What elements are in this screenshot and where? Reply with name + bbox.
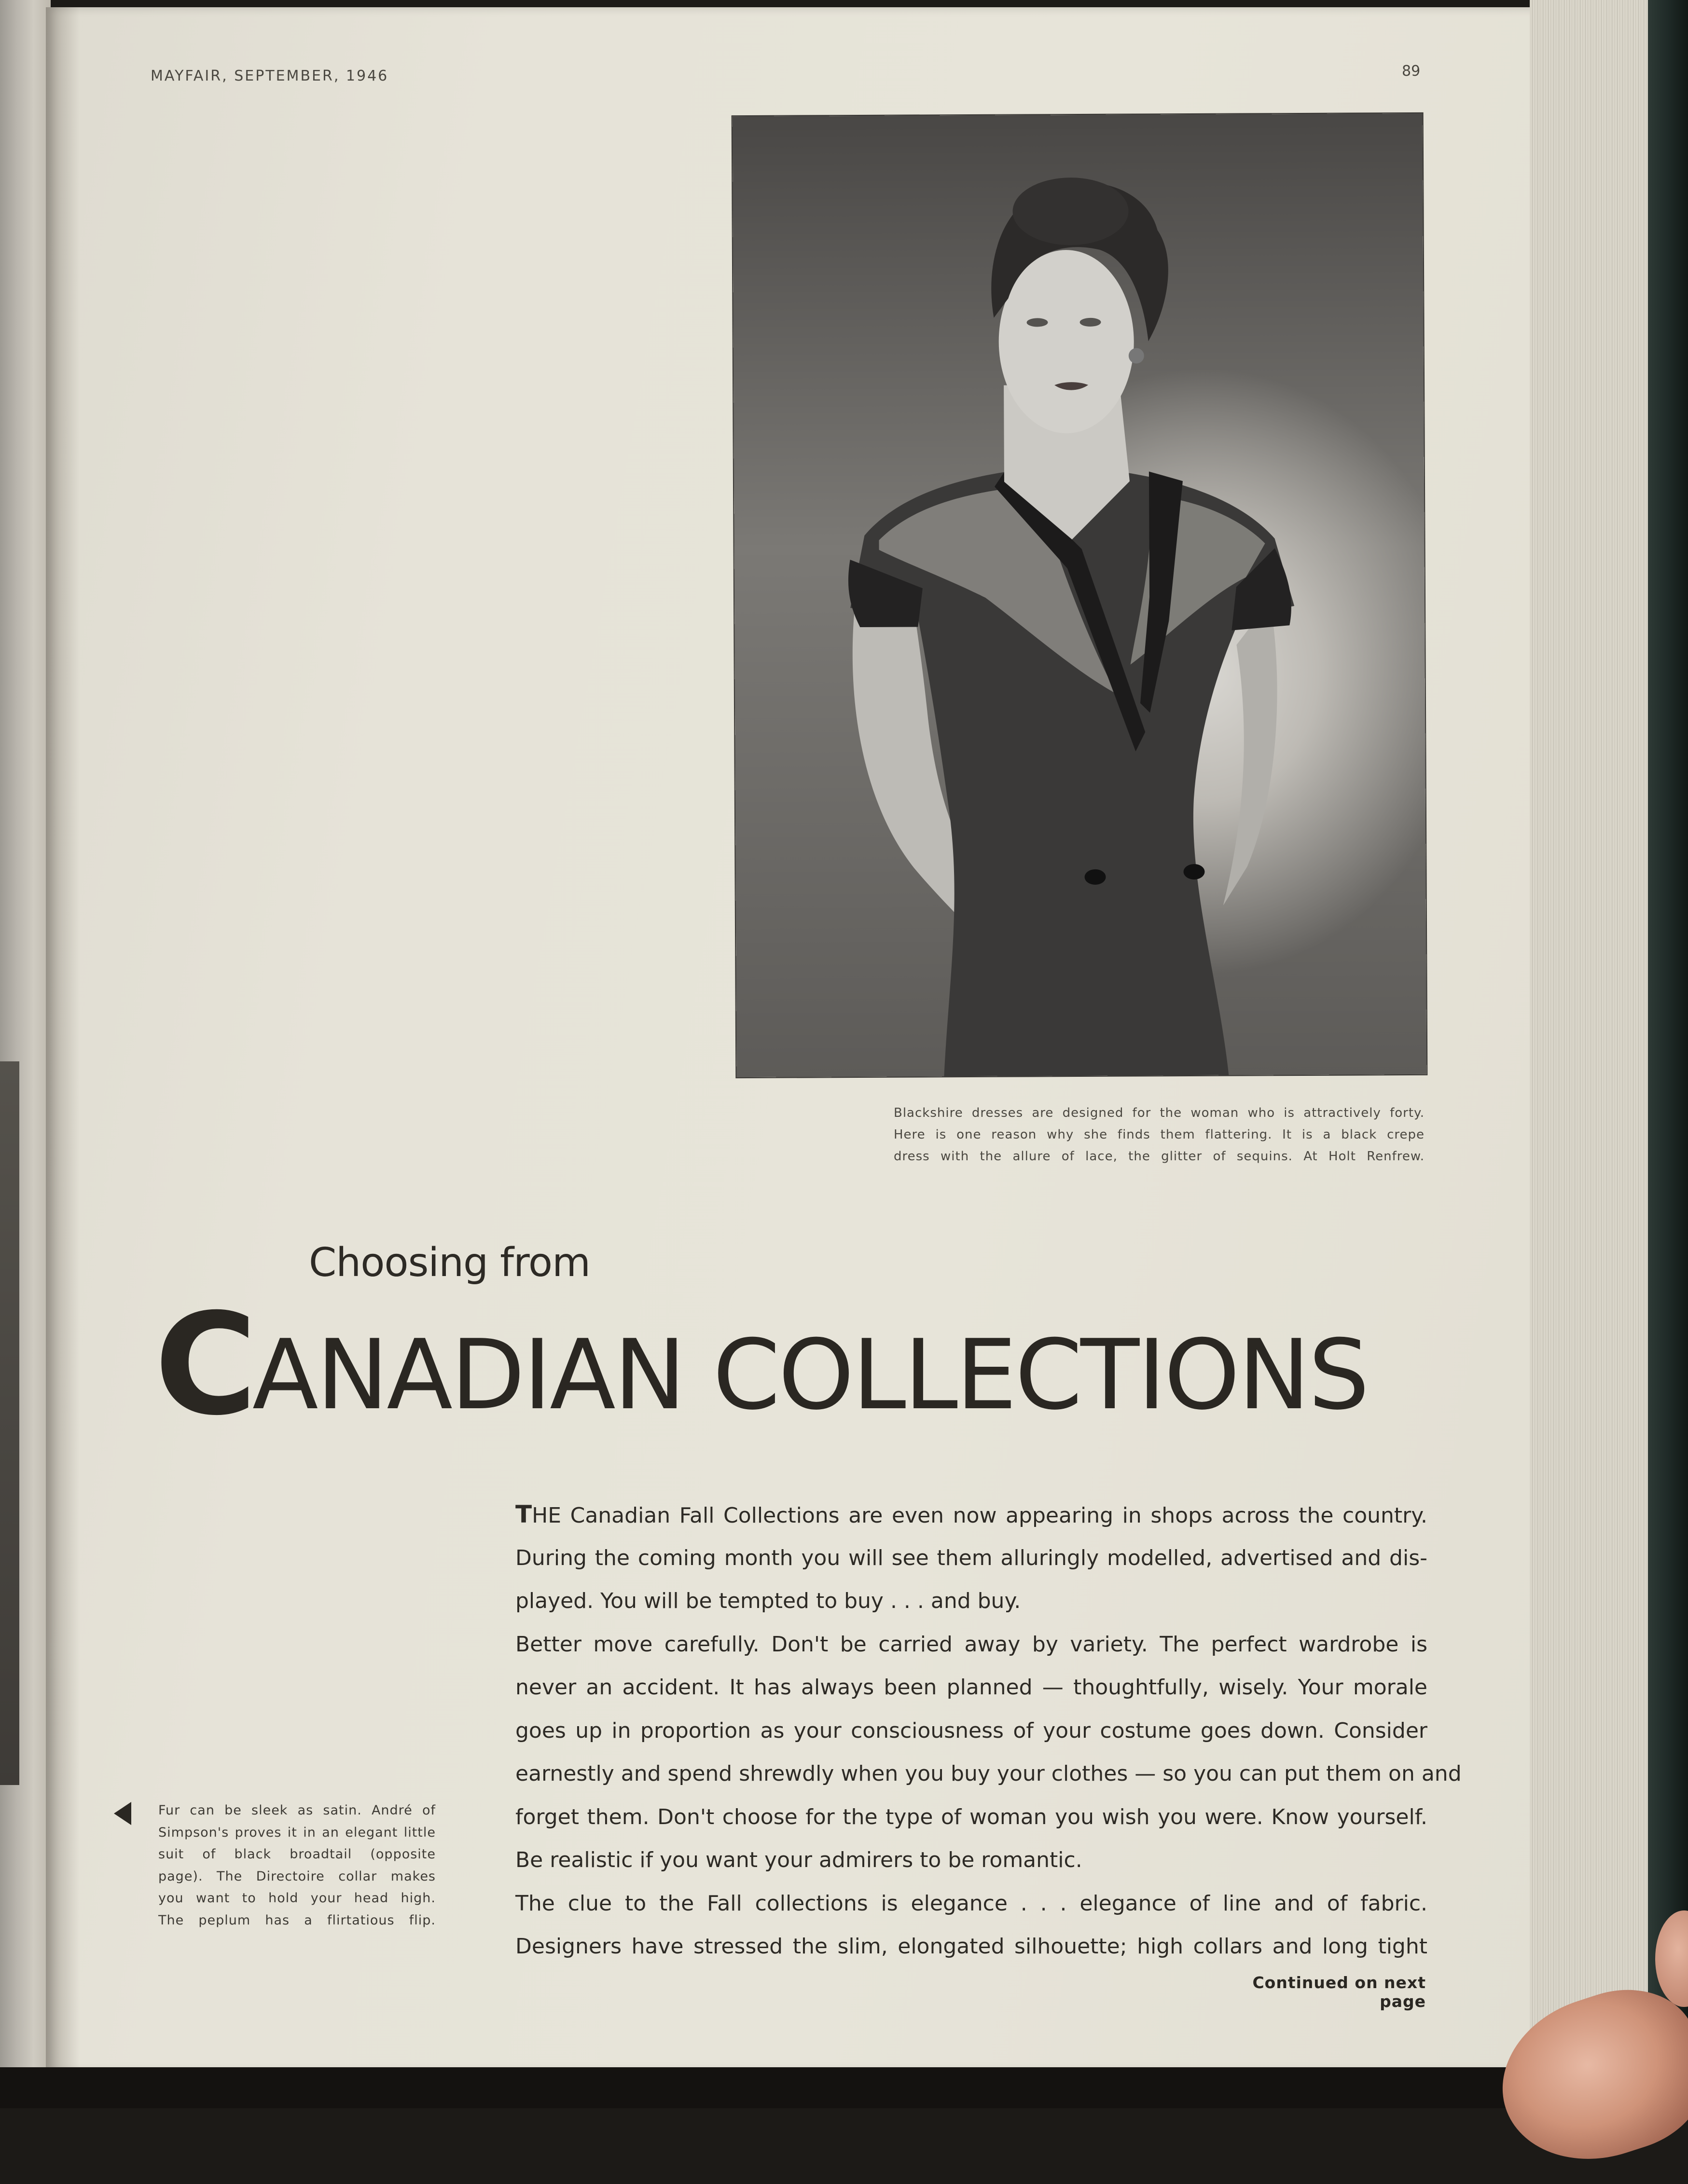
article-body — [515, 1493, 1462, 1968]
photo-caption — [894, 1102, 1425, 1168]
side-caption-line: Simpson's proves it in an elegant little — [158, 1825, 436, 1840]
article-headline — [154, 1284, 1368, 1446]
body-first-line: HE Canadian Fall Collections are even now appearing in shops across the country. — [532, 1503, 1427, 1528]
body-line: Be realistic if you want your admirers to be romantic. — [515, 1848, 1082, 1872]
photo-caption-line: dress with the allure of lace, the glitter of sequins. At Holt Renfrew. — [894, 1149, 1425, 1164]
left-page-photo-edge — [0, 1061, 19, 1785]
body-line: During the coming month you will see them alluringly modelled, advertised and dis- — [515, 1545, 1427, 1570]
running-head: MAYFAIR, SEPTEMBER, 1946 — [151, 68, 389, 84]
body-line: never an accident. It has always been planned — thoughtfully, wisely. Your morale — [515, 1675, 1427, 1700]
page-number: 89 — [1402, 63, 1421, 80]
side-caption-line: suit of black broadtail (opposite — [158, 1847, 436, 1862]
page-gutter-shadow — [46, 7, 80, 2072]
arrow-left-icon — [114, 1802, 131, 1825]
article-kicker: Choosing from — [309, 1240, 590, 1286]
body-line: The clue to the Fall collections is elegance . . . elegance of line and of fabric. — [515, 1891, 1427, 1916]
body-line: played. You will be tempted to buy . . . and buy. — [515, 1589, 1021, 1613]
body-line: earnestly and spend shrewdly when you buy your clothes — so you can put them on and — [515, 1761, 1462, 1786]
drop-cap: T — [515, 1500, 532, 1528]
headline-initial: C — [154, 1284, 252, 1446]
side-caption-line: you want to hold your head high. — [158, 1891, 436, 1906]
side-caption — [158, 1799, 436, 1931]
body-line: Better move carefully. Don't be carried away by variety. The perfect wardrobe is — [515, 1632, 1427, 1657]
body-line: goes up in proportion as your consciousness of your costume goes down. Consider — [515, 1718, 1427, 1743]
fashion-photo — [733, 113, 1427, 1077]
photo-caption-line: Blackshire dresses are designed for the woman who is attractively forty. — [894, 1106, 1425, 1120]
headline-rest: ANADIAN COLLECTIONS — [252, 1319, 1368, 1431]
body-line — [515, 1493, 1427, 1537]
side-caption-line: Fur can be sleek as satin. André of — [158, 1803, 436, 1818]
side-caption-line: The peplum has a flirtatious flip. — [158, 1912, 436, 1928]
continued-notice: Continued on next page — [1252, 1973, 1426, 2011]
bottom-shadow — [0, 2067, 1688, 2108]
page-stack-edge — [1530, 0, 1650, 2050]
side-caption-line: page). The Directoire collar makes — [158, 1868, 436, 1884]
body-line: forget them. Don't choose for the type of woman you wish you were. Know yourself. — [515, 1804, 1427, 1829]
book-cover-edge — [1648, 0, 1688, 2108]
photo-caption-line: Here is one reason why she finds them flattering. It is a black crepe — [894, 1127, 1425, 1142]
model-figure-illustration — [733, 113, 1427, 1077]
body-line: Designers have stressed the slim, elongated silhouette; high collars and long tight — [515, 1934, 1427, 1959]
